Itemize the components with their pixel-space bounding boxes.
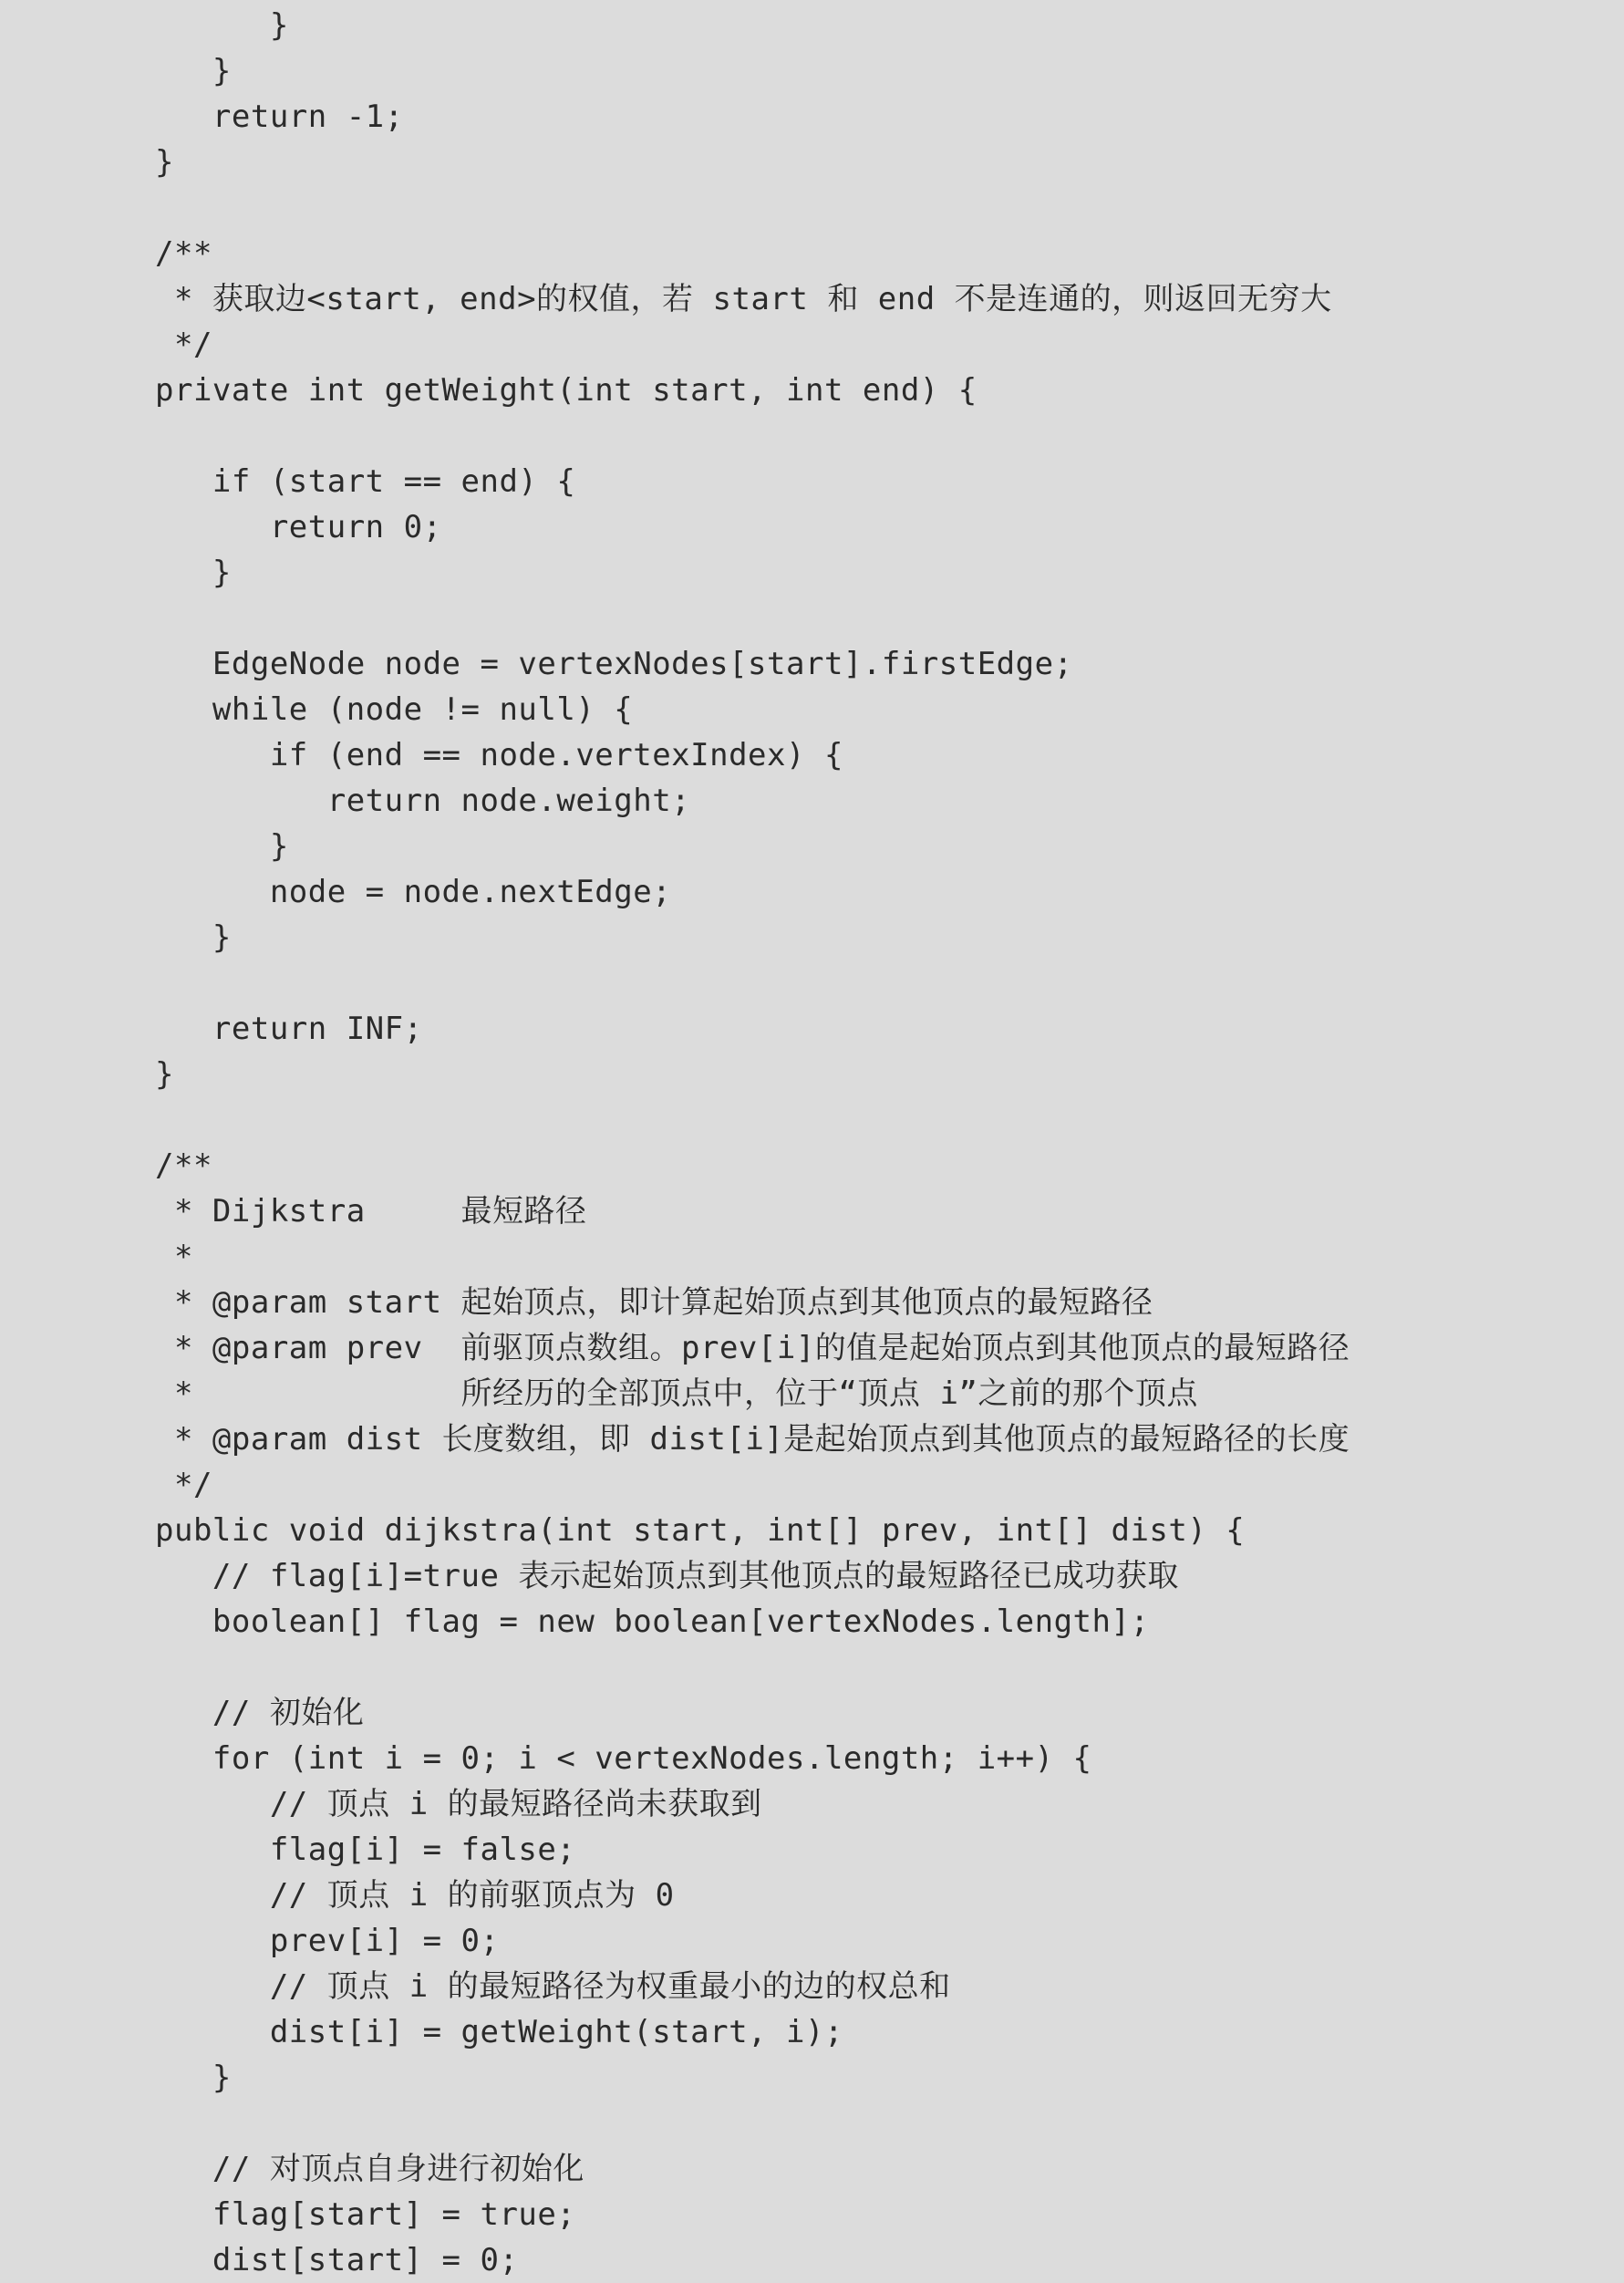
code-line: while (node != null) { bbox=[155, 691, 634, 728]
code-line: return 0; bbox=[155, 509, 442, 545]
code-line: * Dijkstra 最短路径 bbox=[155, 1193, 587, 1230]
code-line: } bbox=[155, 2060, 232, 2096]
code-line: if (start == end) { bbox=[155, 463, 576, 500]
code-line: if (end == node.vertexIndex) { bbox=[155, 737, 843, 773]
code-line: * 获取边<start, end>的权值，若 start 和 end 不是连通的，则返回无穷大 bbox=[155, 281, 1332, 317]
code-line: public void dijkstra(int start, int[] prev, int[] dist) { bbox=[155, 1512, 1246, 1549]
code-line: * bbox=[155, 1239, 193, 1275]
code-line: * @param start 起始顶点，即计算起始顶点到其他顶点的最短路径 bbox=[155, 1284, 1153, 1321]
code-line: prev[i] = 0; bbox=[155, 1923, 500, 1959]
code-line: flag[start] = true; bbox=[155, 2196, 576, 2233]
code-line: */ bbox=[155, 327, 212, 363]
code-line: node = node.nextEdge; bbox=[155, 874, 672, 910]
code-line: boolean[] flag = new boolean[vertexNodes.length]; bbox=[155, 1603, 1150, 1640]
code-line: /** bbox=[155, 235, 212, 272]
code-line: private int getWeight(int start, int end) { bbox=[155, 372, 978, 409]
code-line: // 顶点 i 的最短路径为权重最小的边的权总和 bbox=[155, 1968, 951, 2005]
code-line: return node.weight; bbox=[155, 783, 691, 819]
code-line: return -1; bbox=[155, 99, 404, 135]
code-line: for (int i = 0; i < vertexNodes.length; i++) { bbox=[155, 1740, 1092, 1777]
code-line: } bbox=[155, 7, 289, 44]
code-line: } bbox=[155, 53, 232, 89]
code-line: */ bbox=[155, 1467, 212, 1503]
code-line: dist[i] = getWeight(start, i); bbox=[155, 2014, 843, 2050]
code-line: } bbox=[155, 1056, 174, 1093]
code-line: flag[i] = false; bbox=[155, 1832, 576, 1868]
code-line: // 初始化 bbox=[155, 1695, 365, 1731]
code-line: } bbox=[155, 828, 289, 865]
code-line: * 所经历的全部顶点中，位于“顶点 i”之前的那个顶点 bbox=[155, 1375, 1198, 1412]
code-line: return INF; bbox=[155, 1011, 423, 1047]
code-line: // flag[i]=true 表示起始顶点到其他顶点的最短路径已成功获取 bbox=[155, 1558, 1179, 1594]
code-line: } bbox=[155, 144, 174, 181]
code-line: /** bbox=[155, 1147, 212, 1184]
code-line: EdgeNode node = vertexNodes[start].firstEdge; bbox=[155, 646, 1073, 682]
code-line: // 对顶点自身进行初始化 bbox=[155, 2151, 584, 2187]
code-line: * @param prev 前驱顶点数组。prev[i]的值是起始顶点到其他顶点的最短路径 bbox=[155, 1330, 1350, 1366]
code-line: // 顶点 i 的最短路径尚未获取到 bbox=[155, 1786, 762, 1822]
code-line: } bbox=[155, 555, 232, 591]
code-line: * @param dist 长度数组，即 dist[i]是起始顶点到其他顶点的最短路径的长度 bbox=[155, 1421, 1350, 1458]
code-line: // 顶点 i 的前驱顶点为 0 bbox=[155, 1877, 675, 1914]
code-line: dist[start] = 0; bbox=[155, 2242, 519, 2278]
code-line: } bbox=[155, 919, 232, 956]
